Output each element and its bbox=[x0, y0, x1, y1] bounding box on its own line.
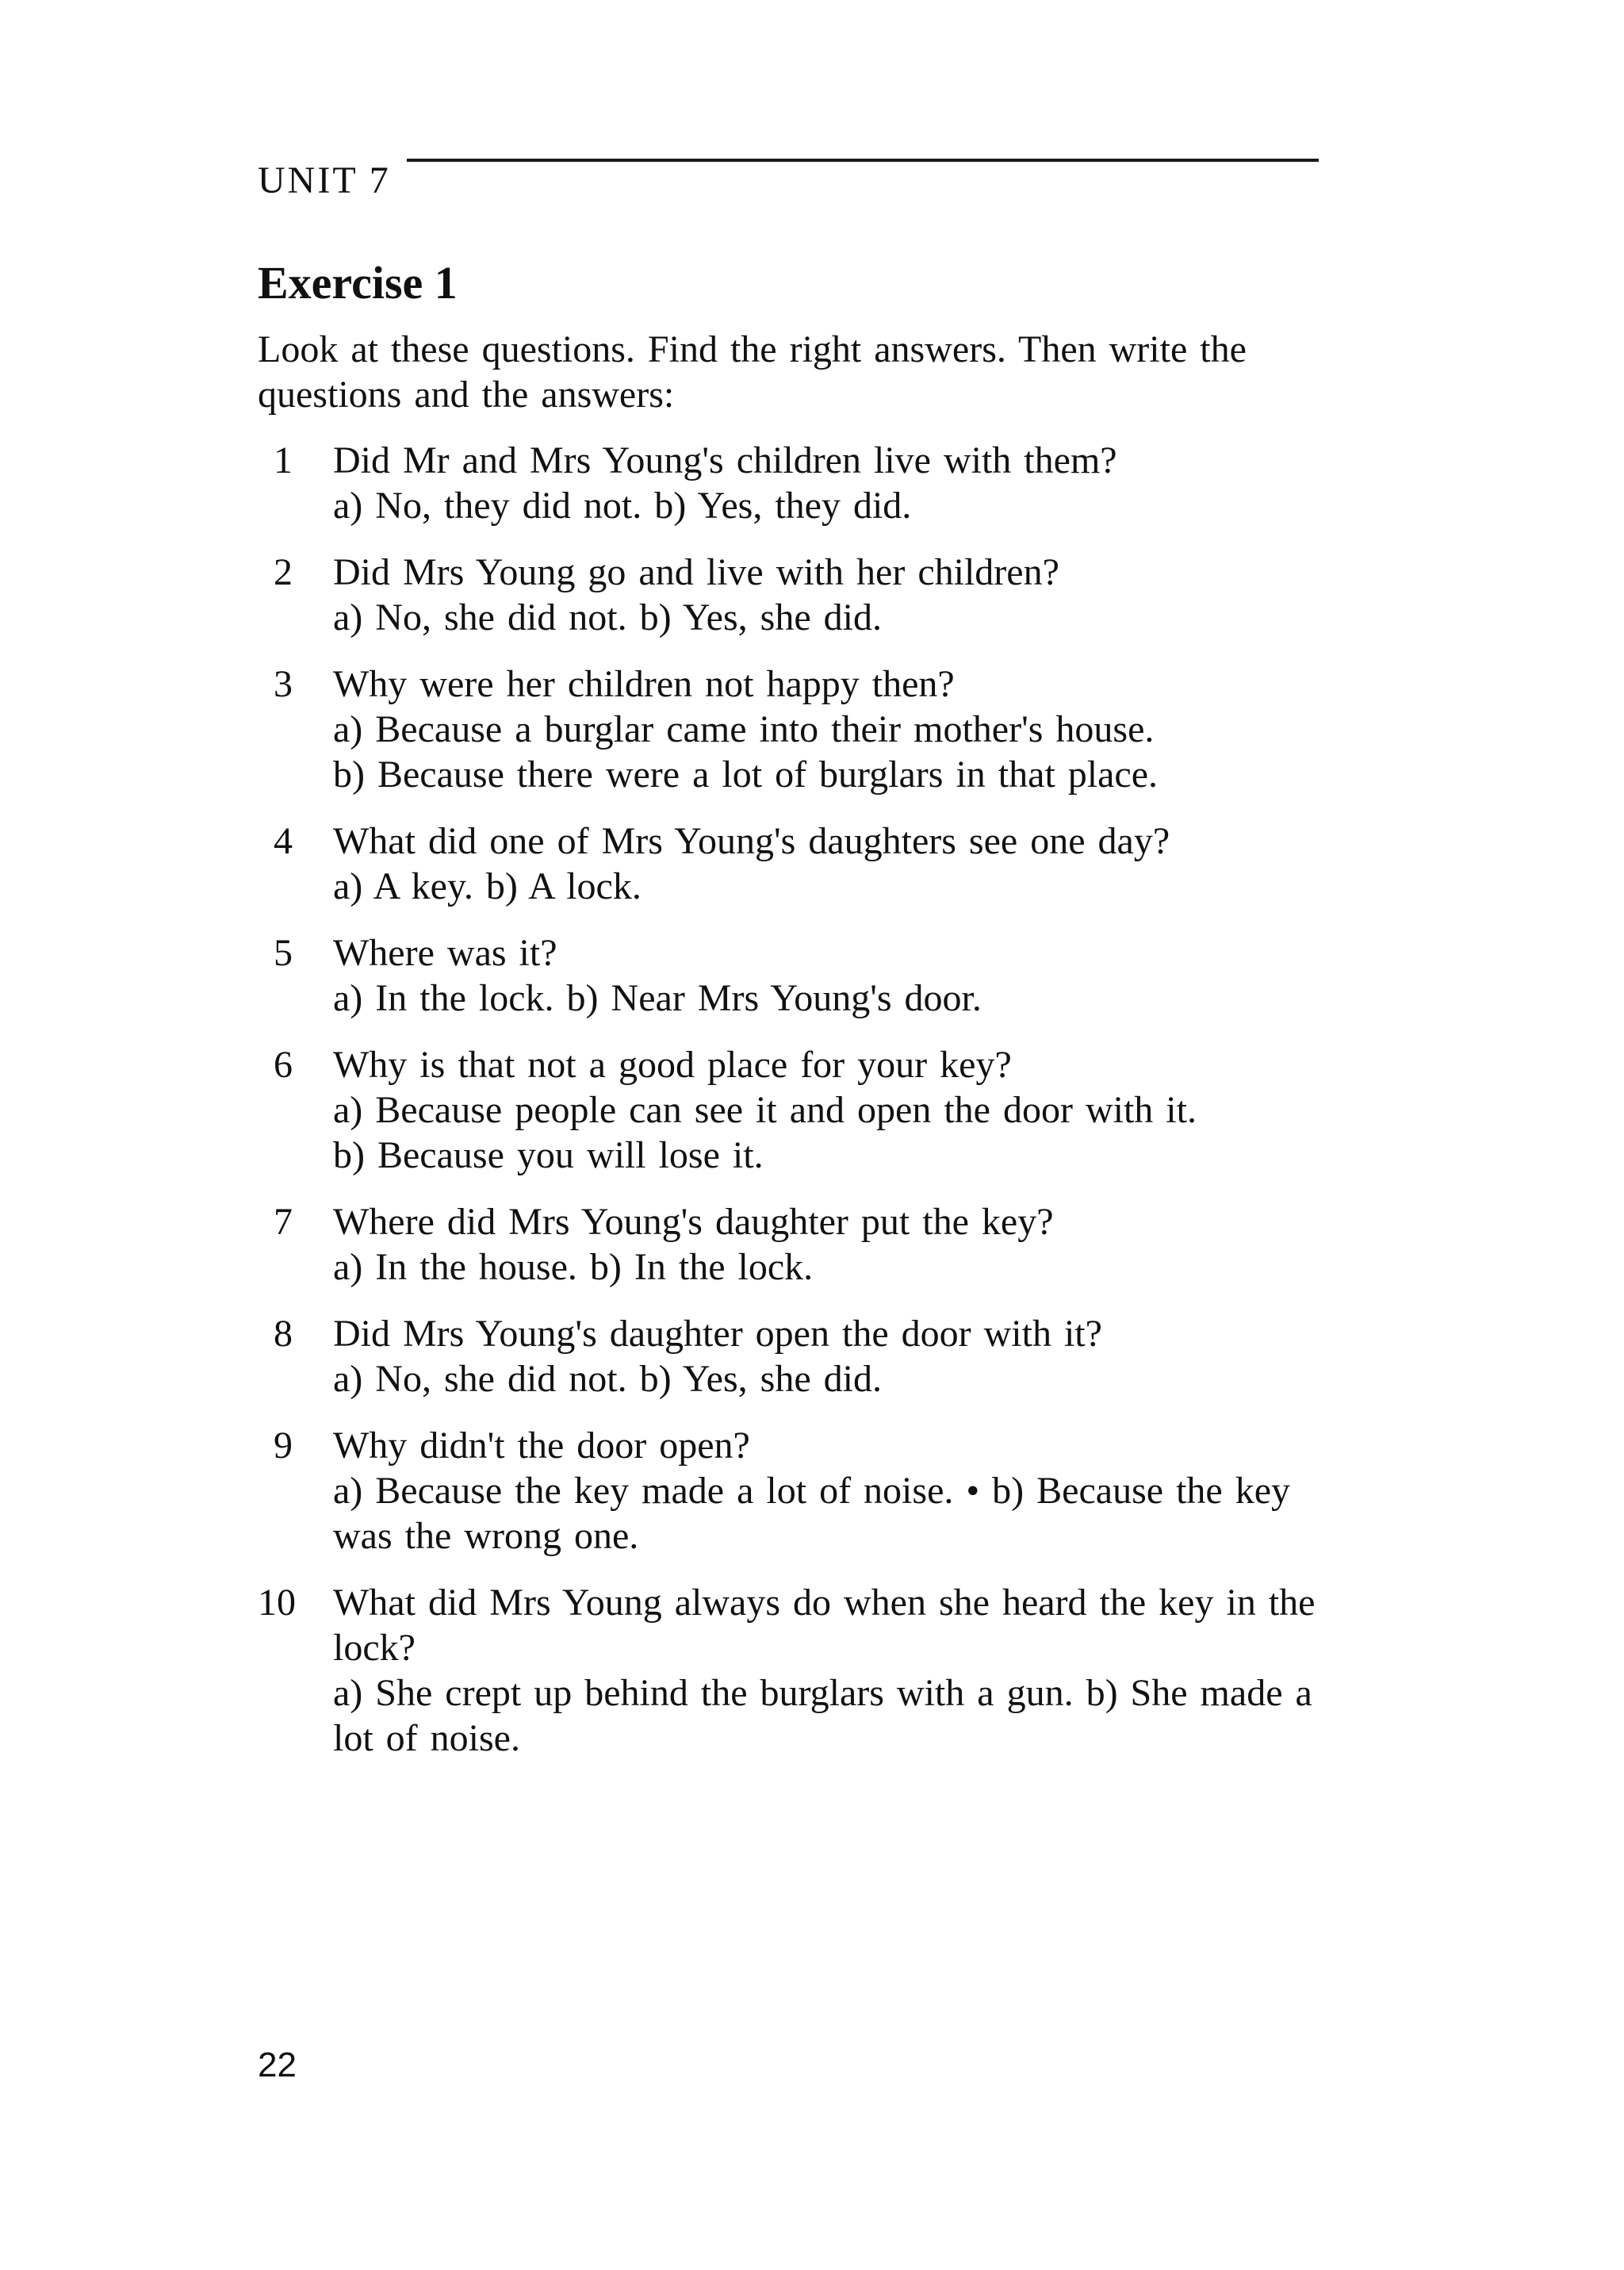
question-item bbox=[258, 438, 1324, 528]
answer-options: a) In the lock. b) Near Mrs Young's door. bbox=[333, 977, 982, 1019]
answer-options: a) She crept up behind the burglars with a gun. b) She made a lot of noise. bbox=[333, 1672, 1312, 1759]
answer-option-b: b) Because you will lose it. bbox=[333, 1134, 764, 1176]
question-text: Did Mrs Young go and live with her children? bbox=[333, 551, 1059, 593]
answer-options: a) No, she did not. b) Yes, she did. bbox=[333, 1358, 882, 1400]
question-text: Where did Mrs Young's daughter put the key? bbox=[333, 1201, 1054, 1243]
exercise-instructions: Look at these questions. Find the right answers. Then write the questions and the answers: bbox=[258, 328, 1247, 416]
question-number: 7 bbox=[274, 1201, 293, 1243]
unit-label: UNIT 7 bbox=[258, 159, 391, 201]
answer-options: a) A key. b) A lock. bbox=[333, 865, 642, 907]
question-text: Where was it? bbox=[333, 932, 557, 974]
question-item bbox=[258, 550, 1324, 640]
question-item bbox=[258, 1580, 1324, 1761]
question-item bbox=[258, 661, 1324, 797]
answer-option-a: a) Because a burglar came into their mother's house. bbox=[333, 708, 1155, 750]
answer-options: a) No, they did not. b) Yes, they did. bbox=[333, 485, 912, 527]
question-text: Why were her children not happy then? bbox=[333, 663, 955, 705]
question-number: 10 bbox=[258, 1582, 296, 1624]
page-number: 22 bbox=[258, 2046, 297, 2084]
answer-options: a) In the house. b) In the lock. bbox=[333, 1246, 814, 1288]
question-number: 9 bbox=[274, 1425, 293, 1467]
question-text: Did Mr and Mrs Young's children live with them? bbox=[333, 439, 1117, 481]
answer-options: a) Because the key made a lot of noise. • b) Because the key was the wrong one. bbox=[333, 1470, 1291, 1557]
question-text: Why didn't the door open? bbox=[333, 1425, 750, 1467]
question-number: 2 bbox=[274, 551, 293, 593]
question-item bbox=[258, 930, 1324, 1021]
question-number: 8 bbox=[274, 1313, 293, 1355]
question-number: 5 bbox=[274, 932, 293, 974]
answer-option-a: a) Because people can see it and open the door with it. bbox=[333, 1089, 1197, 1131]
question-item bbox=[258, 1423, 1324, 1559]
question-text: Why is that not a good place for your key? bbox=[333, 1044, 1012, 1086]
answer-option-b: b) Because there were a lot of burglars in that place. bbox=[333, 753, 1159, 796]
question-number: 4 bbox=[274, 820, 293, 862]
answer-options: a) No, she did not. b) Yes, she did. bbox=[333, 596, 882, 638]
question-text: Did Mrs Young's daughter open the door with it? bbox=[333, 1313, 1102, 1355]
unit-header bbox=[258, 152, 1320, 208]
question-item bbox=[258, 1042, 1324, 1178]
question-item bbox=[258, 819, 1324, 909]
question-number: 6 bbox=[274, 1044, 293, 1086]
header-rule bbox=[407, 159, 1319, 162]
question-list bbox=[258, 438, 1324, 1782]
question-text: What did Mrs Young always do when she heard the key in the lock? bbox=[333, 1582, 1316, 1669]
question-text: What did one of Mrs Young's daughters see one day? bbox=[333, 820, 1170, 862]
question-item bbox=[258, 1199, 1324, 1290]
question-number: 1 bbox=[274, 439, 293, 481]
exercise-title: Exercise 1 bbox=[258, 257, 458, 309]
question-item bbox=[258, 1311, 1324, 1401]
question-number: 3 bbox=[274, 663, 293, 705]
